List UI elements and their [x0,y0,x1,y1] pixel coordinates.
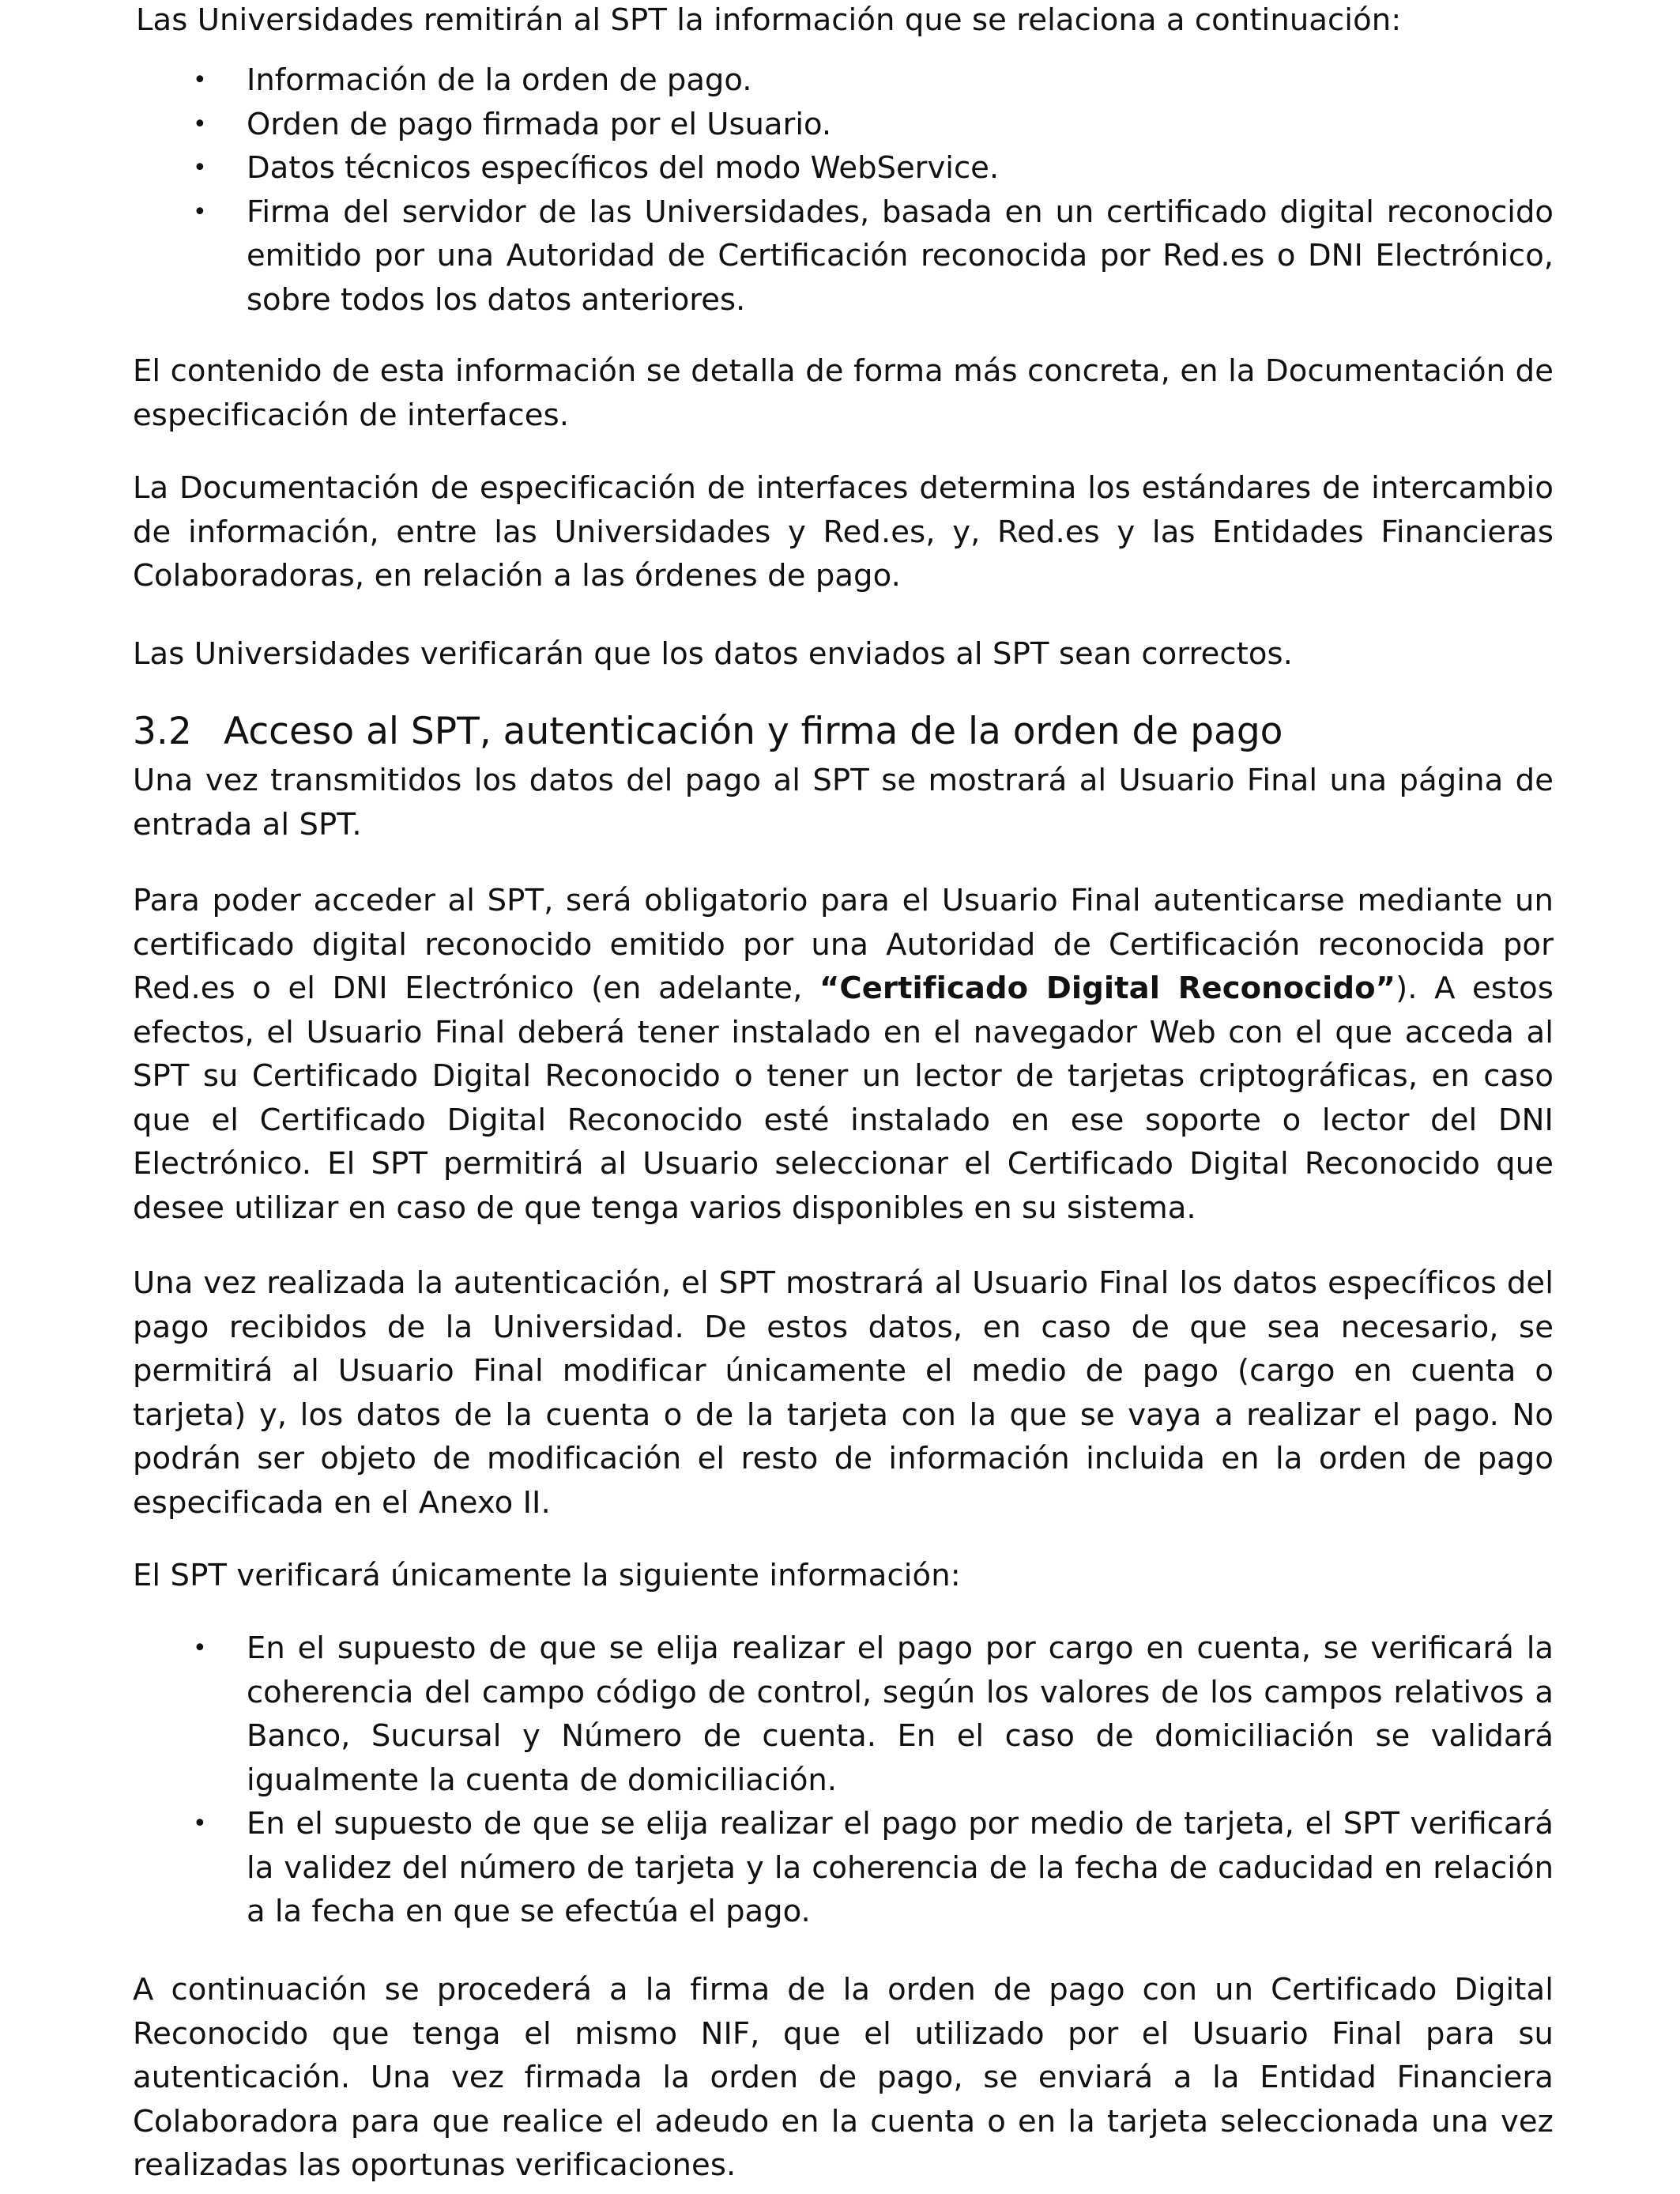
list-item: • En el supuesto de que se elija realizar el pago por medio de tarjeta, el SPT verificará la validez del número de tarjeta y la coherencia de la fecha de caducidad en relación a la fecha en que se efectúa el pago. [133,1802,1554,1934]
section-heading [133,708,1554,756]
info-bullet-list [133,58,1554,322]
section-number: 3.2 [133,710,192,753]
paragraph: El contenido de esta información se detalla de forma más concreta, en la Documentación de especificación de interfaces. [133,353,1554,433]
paragraph: Las Universidades verificarán que los datos enviados al SPT sean correctos. [133,636,1293,672]
list-item: • Datos técnicos específicos del modo WebService. [133,146,1554,190]
section-title: Acceso al SPT, autenticación y firma de la orden de pago [224,710,1283,753]
paragraph: Una vez transmitidos los datos del pago al SPT se mostrará al Usuario Final una página de entrada al SPT. [133,763,1554,843]
bullet-icon: • [193,1634,207,1662]
bullet-icon: • [193,1810,207,1838]
defined-term: “Certificado Digital Reconocido” [819,971,1396,1006]
bullet-icon: • [193,154,207,182]
paragraph: La Documentación de especificación de interfaces determina los estándares de intercambio de información, entre las Universidades y Red.es, y, Red.es y las Entidades Financieras Colaboradoras, en relación a las órdenes de pago. [133,470,1554,594]
paragraph: El SPT verificará únicamente la siguiente información: [133,1558,961,1593]
list-item: • Orden de pago firmada por el Usuario. [133,103,1554,147]
bullet-icon: • [193,198,207,226]
intro-paragraph: Las Universidades remitirán al SPT la información que se relaciona a continuación: [136,2,1402,38]
paragraph: Para poder acceder al SPT, será obligatorio para el Usuario Final autenticarse mediante un certificado digital reconocido emitido por una Autoridad de Certificación reconocida por Red.es o el DNI Electrónico (en adelante, “Certificado Digital Reconocido”). A estos efectos, el Usuario Final deberá tener instalado en el navegador Web con el que acceda al SPT su Certificado Digital Reconocido o tener un lector de tarjetas criptográficas, en caso que el Certificado Digital Reconocido esté instalado en ese soporte o lector del DNI Electrónico. El SPT permitirá al Usuario seleccionar el Certificado Digital Reconocido que desee utilizar en caso de que tenga varios disponibles en su sistema. [133,883,1554,1226]
paragraph: Una vez realizada la autenticación, el SPT mostrará al Usuario Final los datos específicos del pago recibidos de la Universidad. De estos datos, en caso de que sea necesario, se permitirá al Usuario Final modificar únicamente el medio de pago (cargo en cuenta o tarjeta) y, los datos de la cuenta o de la tarjeta con la que se vaya a realizar el pago. No podrán ser objeto de modificación el resto de información incluida en la orden de pago especificada en el Anexo II. [133,1265,1554,1521]
bullet-icon: • [193,110,207,138]
list-item: • Firma del servidor de las Universidades, basada en un certificado digital reconocido emitido por una Autoridad de Certificación reconocida por Red.es o DNI Electrónico, sobre todos los datos anteriores. [133,190,1554,322]
list-item: • En el supuesto de que se elija realizar el pago por cargo en cuenta, se verificará la coherencia del campo código de control, según los valores de los campos relativos a Banco, Sucursal y Número de cuenta. En el caso de domiciliación se validará igualmente la cuenta de domiciliación. [133,1627,1554,1802]
bullet-icon: • [193,66,207,94]
list-item: • Información de la orden de pago. [133,58,1554,103]
verification-bullet-list [133,1627,1554,1934]
paragraph: A continuación se procederá a la firma de la orden de pago con un Certificado Digital Reconocido que tenga el mismo NIF, que el utilizado por el Usuario Final para su autenticación. Una vez firmada la orden de pago, se enviará a la Entidad Financiera Colaboradora para que realice el adeudo en la cuenta o en la tarjeta seleccionada una vez realizadas las oportunas verificaciones. [133,1972,1554,2183]
